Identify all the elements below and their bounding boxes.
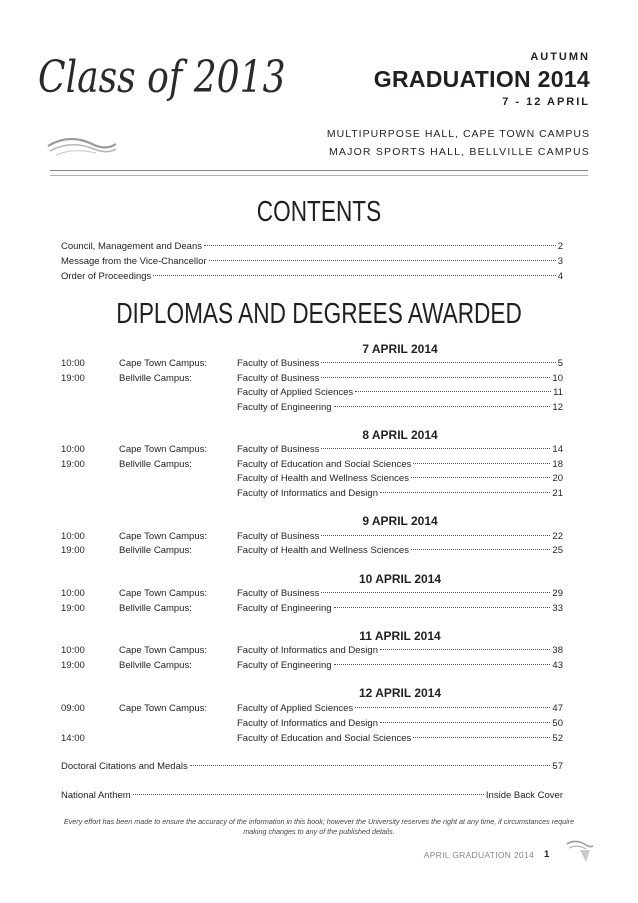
toc-entry-page: 57 <box>552 761 563 772</box>
day-heading: 9 APRIL 2014 <box>362 514 438 528</box>
leader-dots <box>321 535 550 536</box>
session-time: 19:00 <box>61 545 85 556</box>
campus-label: Cape Town Campus: <box>119 444 208 455</box>
leader-dots <box>380 492 550 493</box>
day-heading: 7 APRIL 2014 <box>362 342 438 356</box>
page-number: 12 <box>552 402 563 413</box>
schedule-row[interactable] <box>61 358 563 373</box>
leader-dots <box>321 448 550 449</box>
toc-entry[interactable] <box>61 256 563 271</box>
session-time: 09:00 <box>61 703 85 714</box>
faculty-name: Faculty of Informatics and Design <box>237 645 378 656</box>
leader-dots <box>413 737 550 738</box>
campus-label: Cape Town Campus: <box>119 588 208 599</box>
leader-dots <box>334 664 551 665</box>
schedule-row[interactable] <box>61 733 563 748</box>
leader-dots <box>321 592 550 593</box>
leader-dots <box>355 707 550 708</box>
toc-entry-page: Inside Back Cover <box>485 790 563 801</box>
day-heading: 10 APRIL 2014 <box>358 572 442 586</box>
leader-dots <box>153 275 555 276</box>
faculty-name: Faculty of Informatics and Design <box>237 718 378 729</box>
faculty-name: Faculty of Business <box>237 373 320 384</box>
page-number: 47 <box>552 703 563 714</box>
toc-entry-page: 3 <box>557 256 563 267</box>
session-time: 10:00 <box>61 358 85 369</box>
schedule-row[interactable] <box>61 402 563 417</box>
footer-running-title <box>424 850 534 860</box>
schedule-row[interactable] <box>61 588 563 603</box>
session-time: 10:00 <box>61 588 85 599</box>
schedule-row[interactable] <box>61 531 563 546</box>
toc-entry-page: 2 <box>557 241 563 252</box>
toc-entry-label: Doctoral Citations and Medals <box>61 761 188 772</box>
toc-entry-label: Council, Management and Deans <box>61 241 203 252</box>
session-time: 19:00 <box>61 603 85 614</box>
page-number: 20 <box>552 473 563 484</box>
page-number: 52 <box>552 733 563 744</box>
venue-bellville: MAJOR SPORTS HALL, BELLVILLE CAMPUS <box>328 146 590 158</box>
schedule-row[interactable] <box>61 444 563 459</box>
faculty-name: Faculty of Health and Wellness Sciences <box>237 545 409 556</box>
session-time: 19:00 <box>61 660 85 671</box>
faculty-name: Faculty of Engineering <box>237 603 332 614</box>
faculty-name: Faculty of Health and Wellness Sciences <box>237 473 409 484</box>
header-divider-secondary <box>50 175 588 176</box>
leader-dots <box>413 463 550 464</box>
leader-dots <box>411 549 550 550</box>
leader-dots <box>380 722 550 723</box>
campus-label: Bellville Campus: <box>119 545 192 556</box>
schedule-row[interactable] <box>61 660 563 675</box>
schedule-row[interactable] <box>61 645 563 660</box>
session-time: 10:00 <box>61 645 85 656</box>
campus-label: Cape Town Campus: <box>119 703 208 714</box>
schedule-row[interactable] <box>61 488 563 503</box>
day-heading: 11 APRIL 2014 <box>359 629 441 643</box>
day-heading: 12 APRIL 2014 <box>358 686 442 700</box>
contents-list <box>61 241 563 286</box>
leader-dots <box>321 377 550 378</box>
leader-dots <box>334 607 551 608</box>
schedule-row[interactable] <box>61 387 563 402</box>
disclaimer-text: Every effort has been made to ensure the accuracy of the information in this book; however the University reserves the right at any time, if circumstances require making changes to any of the published details. <box>63 817 575 836</box>
toc-entry-page: 4 <box>557 271 563 282</box>
toc-entry[interactable] <box>61 271 563 286</box>
leader-dots <box>209 260 556 261</box>
page-number: 25 <box>552 545 563 556</box>
schedule-row[interactable] <box>61 545 563 560</box>
page-number: 22 <box>552 531 563 542</box>
national-anthem-entry[interactable] <box>61 790 563 805</box>
footer-month: APRIL <box>423 850 450 860</box>
leader-dots <box>411 477 550 478</box>
wave-swoosh-icon <box>46 132 118 158</box>
faculty-name: Faculty of Business <box>237 358 320 369</box>
page-number: 21 <box>552 488 563 499</box>
page-number: 43 <box>552 660 563 671</box>
leader-dots <box>321 362 555 363</box>
contents-heading: CONTENTS <box>256 196 382 228</box>
faculty-name: Faculty of Informatics and Design <box>237 488 378 499</box>
toc-entry-label: Order of Proceedings <box>61 271 152 282</box>
wave-logo-icon <box>564 836 594 866</box>
campus-label: Cape Town Campus: <box>119 358 208 369</box>
doctoral-citations-entry[interactable] <box>61 761 563 776</box>
leader-dots <box>334 406 551 407</box>
campus-label: Bellville Campus: <box>119 660 192 671</box>
season-label: AUTUMN <box>530 51 590 63</box>
campus-label: Bellville Campus: <box>119 459 192 470</box>
page-number: 33 <box>552 603 563 614</box>
faculty-name: Faculty of Engineering <box>237 660 332 671</box>
schedule-row[interactable] <box>61 373 563 388</box>
faculty-name: Faculty of Education and Social Sciences <box>237 733 412 744</box>
page-number-footer: 1 <box>544 849 550 860</box>
leader-dots <box>204 245 556 246</box>
faculty-name: Faculty of Business <box>237 531 320 542</box>
session-time: 14:00 <box>61 733 85 744</box>
faculty-name: Faculty of Applied Sciences <box>237 703 354 714</box>
toc-entry[interactable] <box>61 241 563 256</box>
leader-dots <box>380 649 550 650</box>
faculty-name: Faculty of Applied Sciences <box>237 387 354 398</box>
page-number: 10 <box>552 373 563 384</box>
faculty-name: Faculty of Business <box>237 444 320 455</box>
schedule-row[interactable] <box>61 603 563 618</box>
campus-label: Cape Town Campus: <box>119 645 208 656</box>
page-number: 14 <box>552 444 563 455</box>
session-time: 10:00 <box>61 444 85 455</box>
campus-label: Cape Town Campus: <box>119 531 208 542</box>
toc-entry-label: National Anthem <box>61 790 131 801</box>
schedule-row[interactable] <box>61 459 563 474</box>
leader-dots <box>190 765 551 766</box>
venue-cape-town: MULTIPURPOSE HALL, CAPE TOWN CAMPUS <box>326 128 590 140</box>
faculty-name: Faculty of Education and Social Sciences <box>237 459 412 470</box>
schedule-row[interactable] <box>61 473 563 488</box>
day-heading: 8 APRIL 2014 <box>362 428 438 442</box>
campus-label: Bellville Campus: <box>119 603 192 614</box>
awarded-heading: DIPLOMAS AND DEGREES AWARDED <box>116 298 522 330</box>
schedule-row[interactable] <box>61 703 563 718</box>
leader-dots <box>133 794 484 795</box>
leader-dots <box>355 391 551 392</box>
class-of-2013-script-title: Class of 2013 <box>38 52 286 103</box>
faculty-name: Faculty of Business <box>237 588 320 599</box>
page-number: 29 <box>552 588 563 599</box>
page-number: 38 <box>552 645 563 656</box>
graduation-dates: 7 - 12 APRIL <box>502 96 590 108</box>
session-time: 19:00 <box>61 459 85 470</box>
page-number: 11 <box>553 387 563 398</box>
session-time: 19:00 <box>61 373 85 384</box>
page-number: 18 <box>552 459 563 470</box>
header-divider <box>50 170 588 171</box>
toc-entry-label: Message from the Vice-Chancellor <box>61 256 207 267</box>
schedule-row[interactable] <box>61 718 563 733</box>
page-number: 50 <box>552 718 563 729</box>
graduation-title: GRADUATION 2014 <box>373 66 590 92</box>
footer-title: GRADUATION 2014 <box>452 850 534 860</box>
campus-label: Bellville Campus: <box>119 373 192 384</box>
session-time: 10:00 <box>61 531 85 542</box>
page-number: 5 <box>557 358 563 369</box>
faculty-name: Faculty of Engineering <box>237 402 332 413</box>
